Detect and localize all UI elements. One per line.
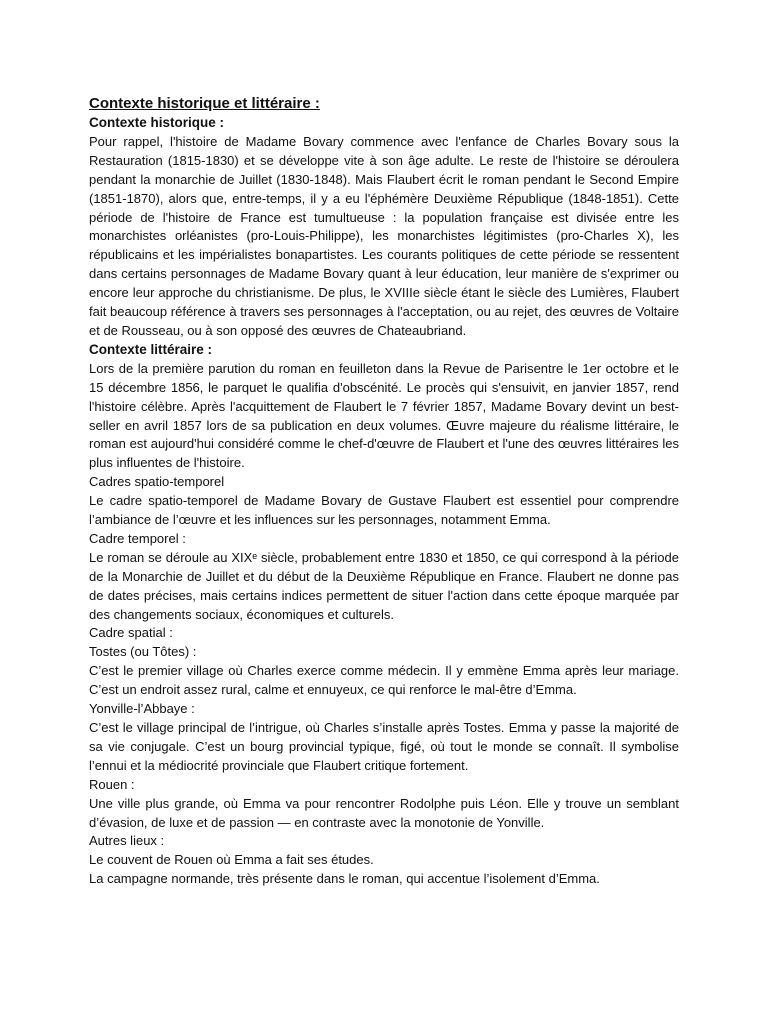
paragraph-tostes: C’est le premier village où Charles exerce comme médecin. Il y emmène Emma après leur mariage. C’est un endroit assez rural, calme et ennuyeux, ce qui renforce le mal-être d’Emma.: [89, 663, 679, 698]
subheading-tostes: Tostes (ou Tôtes) :: [89, 644, 197, 660]
section-heading-historique: Contexte historique :: [89, 115, 225, 130]
document-title: Contexte historique et littéraire :: [89, 95, 320, 112]
paragraph-temporel: Le roman se déroule au XIXᵉ siècle, probablement entre 1830 et 1850, ce qui correspond à la période de la Monarchie de Juillet et du début de la Deuxième République en France. Flaubert ne donne pas de dates précises, mais certains indices permettent de situer l'action dans cette époque marquée par des changements sociaux, économiques et culturels.: [89, 549, 679, 622]
subheading-yonville: Yonville-l’Abbaye :: [89, 701, 195, 717]
paragraph-yonville: C’est le village principal de l’intrigue, où Charles s’installe après Tostes. Emma y passe la majorité de sa vie conjugale. C’est un bourg provincial typique, figé, où tout le monde se connaît. Il symbolise l’ennui et la médiocrité provinciale que Flaubert critique fortement.: [89, 720, 679, 773]
line-couvent: Le couvent de Rouen où Emma a fait ses études.: [89, 852, 374, 868]
document-page: [89, 94, 679, 889]
subheading-temporel: Cadre temporel :: [89, 530, 186, 546]
paragraph-historique: Pour rappel, l'histoire de Madame Bovary commence avec l'enfance de Charles Bovary sous la Restauration (1815-1830) et se développe vite à son âge adulte. Le reste de l'histoire se déroulera pendant la monarchie de Juillet (1830-1848). Mais Flaubert écrit le roman pendant le Second Empire (1851-1870), alors que, entre-temps, il y a eu l'éphémère Deuxième République (1848-1851). Cette période de l'histoire de France est tumultueuse : la population française est divisée entre les monarchistes orléanistes (pro-Louis-Philippe), les monarchistes légitimistes (pro-Charles X), les républicains et les impérialistes bonapartistes. Les courants politiques de cette période se ressentent dans certains personnages de Madame Bovary quant à leur éducation, leur manière de s'exprimer ou encore leur approche du christianisme. De plus, le XVIIIe siècle étant le siècle des Lumières, Flaubert fait beaucoup référence à travers ses personnages à l'acceptation, ou au rejet, des œuvres de Voltaire et de Rousseau, ou à son opposé des œuvres de Chateaubriand.: [89, 133, 679, 338]
subheading-spatial: Cadre spatial :: [89, 625, 173, 641]
subheading-cadres: Cadres spatio-temporel: [89, 474, 225, 490]
subheading-autres: Autres lieux :: [89, 833, 165, 849]
paragraph-litteraire: Lors de la première parution du roman en feuilleton dans la Revue de Parisentre le 1er octobre et le 15 décembre 1856, le parquet le qualifia d'obscénité. Le procès qui s'ensuivit, en janvier 1857, rend l'histoire célèbre. Après l'acquittement de Flaubert le 7 février 1857, Madame Bovary devint un best-seller en avril 1857 lors de sa publication en deux volumes. Œuvre majeure du réalisme littéraire, le roman est aujourd'hui considéré comme le chef-d'œuvre de Flaubert et l'une des œuvres littéraires les plus influentes de l'histoire.: [89, 360, 679, 471]
section-heading-litteraire: Contexte littéraire :: [89, 341, 213, 357]
line-campagne: La campagne normande, très présente dans le roman, qui accentue l’isolement d’Emma.: [89, 871, 600, 887]
subheading-rouen: Rouen :: [89, 776, 135, 792]
paragraph-cadres: Le cadre spatio-temporel de Madame Bovary de Gustave Flaubert est essentiel pour comprendre l’ambiance de l’œuvre et les influences sur les personnages, notamment Emma.: [89, 493, 679, 528]
paragraph-rouen: Une ville plus grande, où Emma va pour rencontrer Rodolphe puis Léon. Elle y trouve un semblant d’évasion, de luxe et de passion — en contraste avec la monotonie de Yonville.: [89, 795, 679, 830]
